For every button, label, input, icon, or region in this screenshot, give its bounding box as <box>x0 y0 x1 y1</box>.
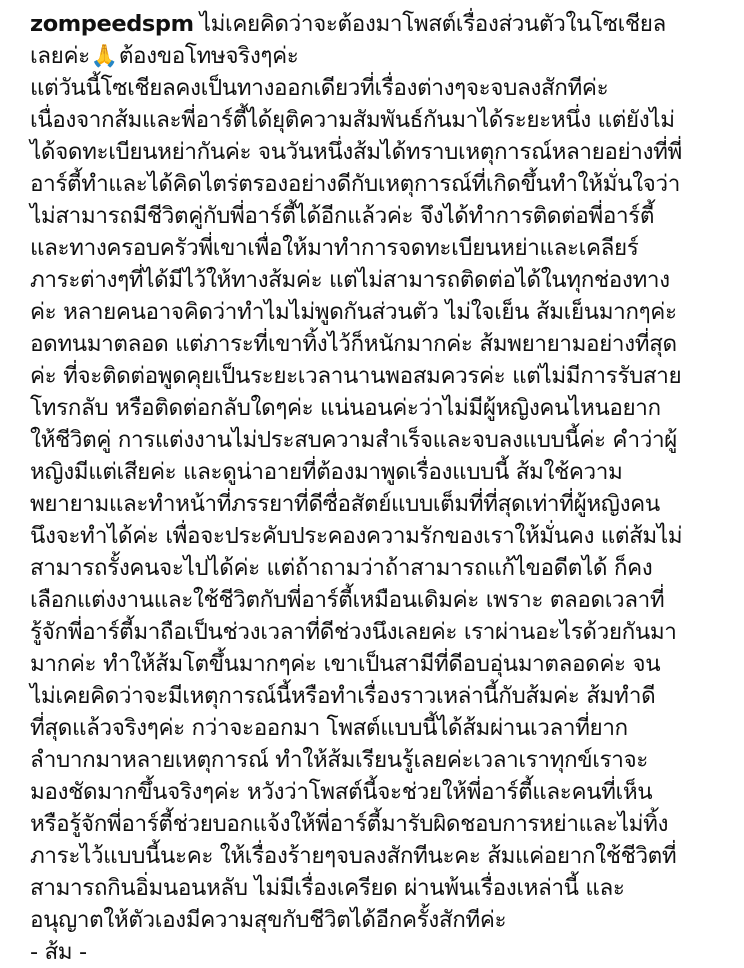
caption-line: เนื่องจากส้มและพี่อาร์ตี้ได้ยุติความสัมพันธ์กันมาได้ระยะหนึ่ง แต่ยังไม่ <box>30 107 675 133</box>
caption-first-line-text: ไม่เคยคิดว่าจะต้องมาโพสต์เรื่องส่วนตัวในโซเชียล <box>199 11 666 37</box>
caption-line: ที่สุดแล้วจริงๆค่ะ กว่าจะออกมา โพสต์แบบนี้ได้ส้มผ่านเวลาที่ยาก <box>30 715 628 741</box>
folded-hands-emoji-icon: 🙏 <box>90 44 118 69</box>
caption-body <box>30 72 730 936</box>
caption-line: ค่ะ ที่จะติดต่อพูดคุยเป็นระยะเวลานานพอสมควรค่ะ แต่ไม่มีการรับสาย <box>30 363 682 389</box>
caption-line: ภาระไว้แบบนี้นะคะ ให้เรื่องร้ายๆจบลงสักทีนะคะ ส้มแค่อยากใช้ชีวิตที่ <box>30 843 677 869</box>
caption-line: ได้จดทะเบียนหย่ากันค่ะ จนวันหนึ่งส้มได้ทราบเหตุการณ์หลายอย่างที่พี่ <box>30 139 682 165</box>
caption-line: โทรกลับ หรือติดต่อกลับใดๆค่ะ แน่นอนค่ะว่าไม่มีผู้หญิงคนไหนอยาก <box>30 395 661 421</box>
signature: - ส้ม - <box>30 939 87 965</box>
username[interactable]: zompeedspm <box>30 11 194 37</box>
caption-line: มากค่ะ ทำให้ส้มโตขึ้นมากๆค่ะ เขาเป็นสามีที่ดีอบอุ่นมาตลอดค่ะ จน <box>30 651 661 677</box>
caption-line: ค่ะ หลายคนอาจคิดว่าทำไมไม่พูดกันส่วนตัว ไม่ใจเย็น ส้มเย็นมากๆค่ะ <box>30 299 677 325</box>
caption-line: หรือรู้จักพี่อาร์ตี้ช่วยบอกแจ้งให้พี่อาร์ตี้มารับผิดชอบการหย่าและไม่ทิ้ง <box>30 811 669 837</box>
caption-line: ลำบากมาหลายเหตุการณ์ ทำให้ส้มเรียนรู้เลยค่ะเวลาเราทุกข์เราจะ <box>30 747 648 773</box>
caption-line: สามารถกินอิ่มนอนหลับ ไม่มีเรื่องเครียด ผ่านพ้นเรื่องเหล่านี้ และ <box>30 875 625 901</box>
caption-second-line <box>30 40 730 72</box>
caption-line: ให้ชีวิตคู่ การแต่งงานไม่ประสบความสำเร็จและจบลงแบบนี้ค่ะ คำว่าผู้ <box>30 427 677 453</box>
caption-line: สามารถรั้งคนจะไปได้ค่ะ แต่ถ้าถามว่าถ้าสามารถแก้ไขอดีตได้ ก็คง <box>30 555 653 581</box>
caption-line: แต่วันนี้โซเชียลคงเป็นทางออกเดียวที่เรื่องต่างๆจะจบลงสักทีค่ะ <box>30 75 609 101</box>
caption-line: อนุญาตให้ตัวเองมีความสุขกับชีวิตได้อีกครั้งสักทีค่ะ <box>30 907 507 933</box>
caption-first-line <box>30 8 730 40</box>
caption-line: อดทนมาตลอด แต่ภาระที่เขาทิ้งไว้ก็หนักมากค่ะ ส้มพยายามอย่างที่สุด <box>30 331 677 357</box>
caption-line: พยายามและทำหน้าที่ภรรยาที่ดีซื่อสัตย์แบบเต็มที่ที่สุดเท่าที่ผู้หญิงคน <box>30 491 660 517</box>
caption-text <box>30 8 730 968</box>
caption-line: นึงจะทำได้ค่ะ เพื่อจะประคับประคองความรักของเราให้มั่นคง แต่ส้มไม่ <box>30 523 683 549</box>
caption-line: ไม่เคยคิดว่าจะมีเหตุการณ์นี้หรือทำเรื่องราวเหล่านี้กับส้มค่ะ ส้มทำดี <box>30 683 656 709</box>
caption-line: รู้จักพี่อาร์ตี้มาถือเป็นช่วงเวลาที่ดีช่วงนึงเลยค่ะ เราผ่านอะไรด้วยกันมา <box>30 619 677 645</box>
caption-line: เลือกแต่งงานและใช้ชีวิตกับพี่อาร์ตี้เหมือนเดิมค่ะ เพราะ ตลอดเวลาที่ <box>30 587 665 613</box>
caption-second-line-start: เลยค่ะ <box>30 43 90 69</box>
caption-line: หญิงมีแต่เสียค่ะ และดูน่าอายที่ต้องมาพูดเรื่องแบบนี้ ส้มใช้ความ <box>30 459 623 485</box>
caption-line: อาร์ตี้ทำและได้คิดไตร่ตรองอย่างดีกับเหตุการณ์ที่เกิดขึ้นทำให้มั่นใจว่า <box>30 171 680 197</box>
caption-line: ไม่สามารถมีชีวิตคู่กับพี่อาร์ตี้ได้อีกแล้วค่ะ จึงได้ทำการติดต่อพี่อาร์ตี้ <box>30 203 655 229</box>
caption-second-line-end: ต้องขอโทษจริงๆค่ะ <box>118 43 299 69</box>
caption-line: และทางครอบครัวพี่เขาเพื่อให้มาทำการจดทะเบียนหย่าและเคลียร์ <box>30 235 639 261</box>
caption-line: ภาระต่างๆที่ได้มีไว้ให้ทางส้มค่ะ แต่ไม่สามารถติดต่อได้ในทุกช่องทาง <box>30 267 670 293</box>
caption-line: มองชัดมากขึ้นจริงๆค่ะ หวังว่าโพสต์นี้จะช่วยให้พี่อาร์ตี้และคนที่เห็น <box>30 779 653 805</box>
